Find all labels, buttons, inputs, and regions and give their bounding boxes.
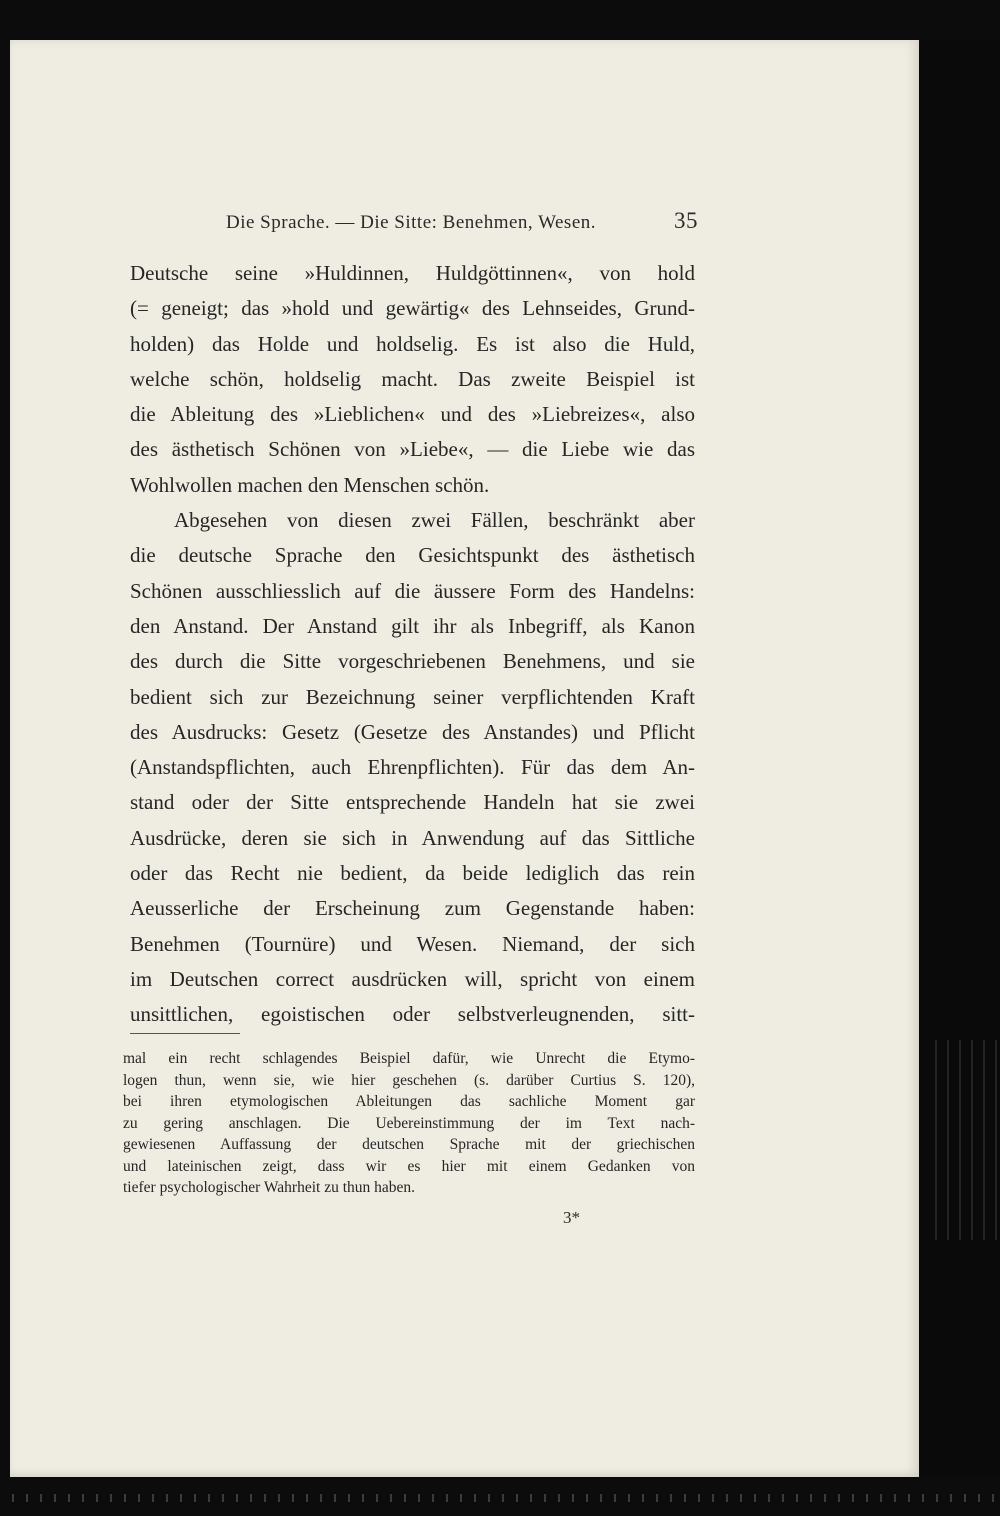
text-line: holden) das Holde und holdselig. Es ist also die Huld, [130,331,695,356]
page-number: 35 [674,208,698,233]
text-line: stand oder der Sitte entsprechende Handeln hat sie zwei [130,790,695,815]
footnote-line: mal ein recht schlagendes Beispiel dafür, wie Unrecht die Etymo- [123,1050,695,1067]
text-line: die Ableitung des »Lieblichen« und des »Liebreizes«, also [130,402,695,427]
text-line: (Anstandspflichten, auch Ehrenpflichten). Für das dem An- [130,755,695,780]
body-text [130,256,695,1033]
footnote-line: und lateinischen zeigt, dass wir es hier mit einem Gedanken von [123,1157,695,1175]
text-line: im Deutschen correct ausdrücken will, spricht von einem [130,966,695,991]
footnote-line: tiefer psychologischer Wahrheit zu thun haben. [123,1179,416,1196]
footnote-line: logen thun, wenn sie, wie hier geschehen (s. darüber Curtius S. 120), [123,1071,695,1089]
running-head [226,208,706,238]
text-line: Deutsche seine »Huldinnen, Huldgöttinnen«, von hold [130,261,695,285]
footnote-rule [130,1033,240,1034]
text-line: den Anstand. Der Anstand gilt ihr als Inbegriff, als Kanon [130,613,695,638]
signature-mark: 3* [563,1208,580,1227]
text-line: Benehmen (Tournüre) und Wesen. Niemand, der sich [130,931,695,956]
text-line: (= geneigt; das »hold und gewärtig« des Lehnseides, Grund- [130,296,695,321]
footnote-line: zu gering anschlagen. Die Uebereinstimmung der im Text nach- [123,1114,695,1132]
text-line: Aeusserliche der Erscheinung zum Gegenstande haben: [130,896,695,921]
text-line: Schönen ausschliesslich auf die äussere Form des Handelns: [130,578,695,603]
text-line: welche schön, holdselig macht. Das zweite Beispiel ist [130,366,695,391]
text-line: des Ausdrucks: Gesetz (Gesetze des Anstandes) und Pflicht [130,719,695,744]
text-line: Wohlwollen machen den Menschen schön. [130,472,490,497]
text-line: die deutsche Sprache den Gesichtspunkt des ästhetisch [130,543,695,568]
text-line: bedient sich zur Bezeichnung seiner verpflichtenden Kraft [130,684,695,709]
footnote-line: gewiesenen Auffassung der deutschen Sprache mit der griechischen [123,1136,695,1153]
scan-border [919,40,1000,1477]
text-line: Ausdrücke, deren sie sich in Anwendung auf das Sittliche [130,825,695,850]
text-line: unsittlichen, egoistischen oder selbstverleugnenden, sitt- [130,1002,695,1027]
footnote [123,1048,695,1199]
text-line: des durch die Sitte vorgeschriebenen Benehmens, und sie [130,649,695,674]
text-line: Abgesehen von diesen zwei Fällen, beschränkt aber [174,508,695,533]
film-perforation [0,1494,1000,1502]
text-line: des ästhetisch Schönen von »Liebe«, — die Liebe wie das [130,437,695,462]
text-line: oder das Recht nie bedient, da beide lediglich das rein [130,861,695,886]
running-head-title: Die Sprache. — Die Sitte: Benehmen, Wesen. [226,212,597,233]
footnote-line: bei ihren etymologischen Ableitungen das sachliche Moment gar [123,1093,695,1110]
film-perforation-side [925,1040,1000,1240]
